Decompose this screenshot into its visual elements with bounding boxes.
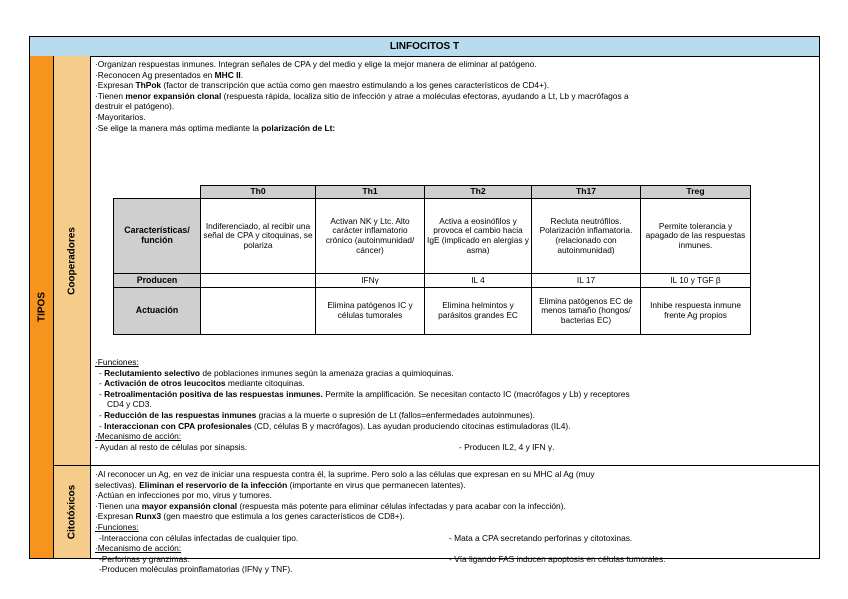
- cito-mecanismo-item: -Perforinas y granzimas. - Vía ligando FAS inducen apoptosis en células tumorales.: [99, 553, 666, 564]
- header-th1: Th1: [316, 186, 425, 199]
- header-empty: [114, 186, 201, 199]
- cell: [201, 274, 316, 288]
- coop-line: ·Organizan respuestas inmunes. Integran señales de CPA y del medio y elige la mejor manera de eliminar al patógeno.: [95, 59, 537, 69]
- funcion-item: - Interaccionan con CPA profesionales (CD, células B y macrófagos). Las ayudan produciendo citocinas estimuladoras (IL4).: [99, 420, 571, 431]
- cito-line: ·Expresan Runx3 (gen maestro que estimula a los genes característicos de CD8+).: [95, 511, 405, 522]
- cell: IFNγ: [316, 274, 425, 288]
- cell: Elimina patógenos EC de menos tamaño (hongos/ bacterias EC): [532, 288, 641, 335]
- cell: Elimina helmintos y parásitos grandes EC: [425, 288, 532, 335]
- header-th17: Th17: [532, 186, 641, 199]
- cell: Activan NK y Ltc. Alto carácter inflamatorio crónico (autoinmunidad/ cáncer): [316, 199, 425, 274]
- cell: Recluta neutrófilos. Polarización inflamatoria. (relacionado con autoinmunidad): [532, 199, 641, 274]
- coop-line: destruir el patógeno).: [95, 101, 175, 112]
- cito-line: ·Tienen una mayor expansión clonal (respuesta más potente para eliminar células infectadas y para acabar con la infección).: [95, 500, 566, 511]
- linfocitos-table: [29, 36, 820, 575]
- cell: Permite tolerancia y apagado de las respuestas inmunes.: [641, 199, 751, 274]
- coop-line: ·Mayoritarios.: [95, 111, 146, 122]
- coop-line: ·Se elige la manera más optima mediante la polarización de Lt:: [95, 122, 336, 133]
- cell: [201, 288, 316, 335]
- funcion-item: - Activación de otros leucocitos mediante citoquinas.: [99, 378, 305, 389]
- mecanismo-header: ·Mecanismo de acción:: [95, 431, 182, 442]
- mecanismo-item: - Ayudan al resto de células por sinapsis. - Producen IL2, 4 y IFN γ.: [95, 441, 555, 452]
- funcion-item: - Retroalimentación positiva de las respuestas inmunes. Permite la amplificación. Se necesitan contacto IC (macrófagos y Lb) y receptores: [99, 388, 630, 399]
- cito-funciones-header: ·Funciones:: [95, 521, 139, 532]
- cooperadores-column: [54, 56, 91, 466]
- cito-funcion-item: -Interacciona con células infectadas de cualquier tipo. - Mata a CPA secretando perforinas y citotoxinas.: [99, 532, 633, 543]
- funcion-item: CD4 y CD3.: [107, 399, 152, 410]
- cito-mecanismo-header: ·Mecanismo de acción:: [95, 543, 182, 554]
- cell: Activa a eosinófilos y provoca el cambio hacia IgE (implicado en alergias y asma): [425, 199, 532, 274]
- tipos-label: TIPOS: [36, 291, 47, 323]
- header-th2: Th2: [425, 186, 532, 199]
- tipos-column: [30, 56, 54, 558]
- coop-line: ·Reconocen Ag presentados en MHC II.: [95, 69, 244, 80]
- row-divider: [91, 465, 819, 466]
- cito-line: selectivas). Eliminan el reservorio de la infección (importante en virus que permanecen latentes).: [95, 479, 466, 490]
- citotoxicos-column: [54, 466, 91, 558]
- funcion-item: - Reclutamiento selectivo de poblaciones inmunes según la amenaza gracias a quimioquinas.: [99, 367, 454, 378]
- citotoxicos-content: [95, 469, 666, 575]
- row-label-actuacion: Actuación: [114, 288, 201, 335]
- table-title: LINFOCITOS T: [30, 37, 819, 57]
- cito-line: ·Al reconocer un Ag, en vez de iniciar una respuesta contra él, la suprime. Pero solo a las células que expresan en su MHC al Ag (muy: [95, 469, 595, 479]
- header-th0: Th0: [201, 186, 316, 199]
- cooperadores-intro: [95, 59, 629, 133]
- coop-line: ·Tienen menor expansión clonal (respuesta rápida, localiza sitio de infección y atrae a moléculas efectoras, ayudando a Lt, Lb y macrófagos a: [95, 90, 629, 101]
- cell: Inhibe respuesta inmune frente Ag propios: [641, 288, 751, 335]
- cell: Elimina patógenos IC y células tumorales: [316, 288, 425, 335]
- cell: IL 10 y TGF β: [641, 274, 751, 288]
- funciones-header: ·Funciones:: [95, 357, 139, 367]
- cell: IL 17: [532, 274, 641, 288]
- cito-mecanismo-item: -Producen moléculas proinflamatorias (IFNγ y TNF).: [99, 564, 293, 575]
- cooperadores-label: Cooperadores: [66, 226, 78, 295]
- coop-line: ·Expresan ThPok (factor de transcripción que actúa como gen maestro estimulando a los genes característicos de CD4+).: [95, 80, 550, 91]
- polarization-table: [113, 185, 751, 335]
- row-label-caracteristicas: Características/ función: [114, 199, 201, 274]
- cooperadores-funciones: [95, 357, 630, 452]
- citotoxicos-label: Citotóxicos: [66, 484, 78, 540]
- header-treg: Treg: [641, 186, 751, 199]
- row-label-producen: Producen: [114, 274, 201, 288]
- funcion-item: - Reducción de las respuestas inmunes gracias a la muerte o supresión de Lt (fallos=enfermedades autoinmunes).: [99, 409, 535, 420]
- cell: Indiferenciado, al recibir una señal de CPA y citoquinas, se polariza: [201, 199, 316, 274]
- cell: IL 4: [425, 274, 532, 288]
- cito-line: ·Actúan en infecciones por mo, virus y tumores.: [95, 490, 272, 501]
